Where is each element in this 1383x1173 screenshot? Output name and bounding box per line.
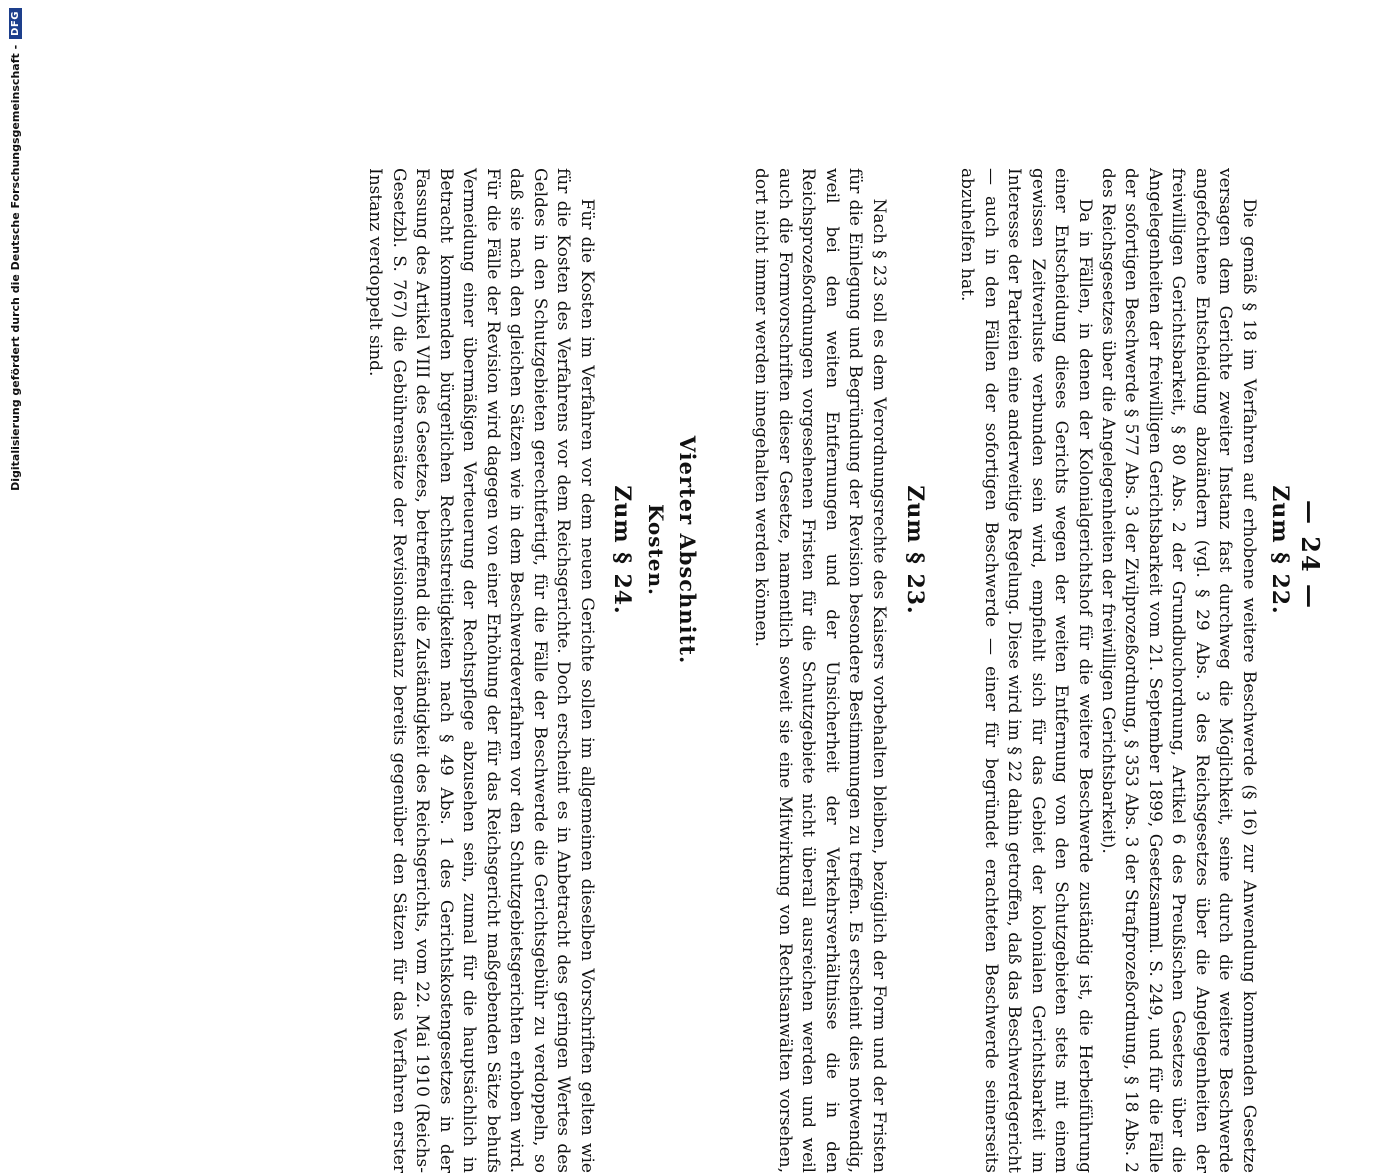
paragraph-22-2: Da in Fällen, in denen der Kolonialgerichtshof für die weitere Beschwerde zuständig ist, die Herbeiführung einer Entscheidung dieses Gerichts wegen der weiten Entfernung von den Schutzgebieten stets mit einem gewissen Zeitverluste verbunden sein wird, empfiehlt sich für das Gebiet der kolonialen Gerichtsbarkeit im Interesse der Parteien eine anderweitige Regelung. Diese wird im § 22 dahin getroffen, daß das Beschwerdegericht — auch in den Fällen der sofortigen Beschwerde — einer für begründet erachteten Beschwerde seinerseits abzuhelfen hat. xyxy=(957,168,1095,1173)
chapter-heading: Vierter Abschnitt. xyxy=(675,435,700,665)
dfg-logo-icon: DFG xyxy=(9,8,22,39)
digitization-footer xyxy=(0,0,30,1000)
section-heading-22: Zum § 22. xyxy=(1267,485,1293,615)
section-heading-23: Zum § 23. xyxy=(902,485,928,615)
page-number: — 24 — xyxy=(1296,499,1325,611)
section-heading-24: Zum § 24. xyxy=(609,485,635,615)
paragraph-23-1: Nach § 23 soll es dem Verordnungsrechte des Kaisers vorbehalten bleiben, bezüglich der Form und der Fristen für die Einlegung und Begründung der Revision besondere Bestimmungen zu treffen. Es erscheint dies notwendig, weil bei den weiten Entfernungen und der Unsicherheit der Verkehrsverhältnisse die in den Reichsprozeßordnungen vorgesehenen Fristen für die Schutzgebiete nicht überall ausreichen werden und weil auch die Formvorschriften dieser Gesetze, namentlich soweit sie eine Mitwirkung von Rechtsanwälten vorsehen, dort nicht immer werden innegehalten werden können. xyxy=(751,168,889,1173)
chapter-subheading: Kosten. xyxy=(644,503,668,596)
paragraph-24-1: Für die Kosten im Verfahren vor dem neuen Gerichte sollen im allgemeinen dieselben Vorschriften gelten wie für die Kosten des Verfahrens vor dem Reichsgerichte. Doch erscheint es in Anbetracht des geringen Wertes des Geldes in den Schutzgebieten gerechtfertigt, für die Fälle der Beschwerde die Gerichtsgebühr zu verdoppeln, so daß sie nach den gleichen Sätzen wie in dem Beschwerdeverfahren vor den Schutzgebietsgerichten erhoben wird. Für die Fälle der Revision wird dagegen von einer Erhöhung der für das Reichsgericht maßgebenden Sätze behufs Vermeidung einer übermäßigen Verteuerung der Rechtspflege abzusehen sein, zumal für die hauptsächlich in Betracht kommenden bürgerlichen Rechtsstreitigkeiten nach § 49 Abs. 1 des Gerichtskostengesetzes in der Fassung des Artikel VIII des Gesetzes, betreffend die Zuständigkeit des Reichsgerichts, vom 22. Mai 1910 (Reichs-Gesetzbl. S. 767) die Gebührensätze der Revisionsinstanz bereits gegenüber den Sätzen für das Verfahren erster Instanz verdoppelt sind. xyxy=(365,168,597,1173)
paragraph-22-1: Die gemäß § 18 im Verfahren auf erhobene weitere Beschwerde (§ 16) zur Anwendung kommenden Gesetze versagen dem Gerichte zweiter Instanz fast durchweg die Möglichkeit, seine durch die weitere Beschwerde angefochtene Entscheidung abzuändern (vgl. § 29 Abs. 3 des Reichsgesetzes über die Angelegenheiten der freiwilligen Gerichtsbarkeit, § 80 Abs. 2 der Grundbuchordnung, Artikel 6 des Preußischen Gesetzes über die Angelegenheiten der freiwilligen Gerichtsbarkeit vom 21. September 1899, Gesetzsamml. S. 249, und für die Fälle der sofortigen Beschwerde § 577 Abs. 3 der Zivilprozeßordnung, § 353 Abs. 3 der Strafprozeßordnung, § 18 Abs. 2 des Reichsgesetzes über die Angelegenheiten der freiwilligen Gerichtsbarkeit). xyxy=(1098,168,1259,1173)
digitization-note: Digitalisierung gefördert durch die Deutsche Forschungsgemeinschaft - xyxy=(8,44,22,491)
